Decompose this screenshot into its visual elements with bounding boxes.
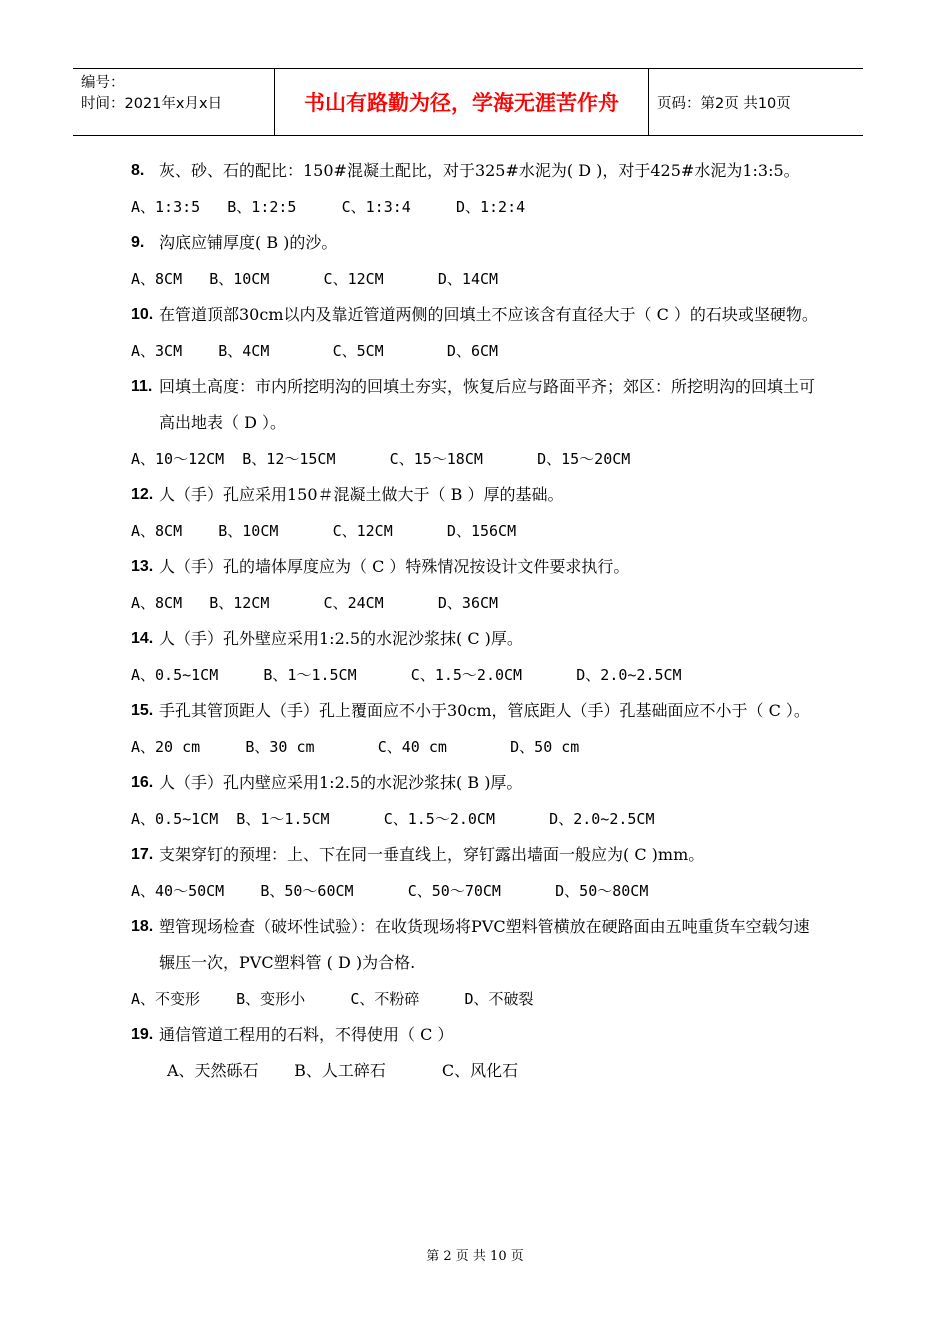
question-number: 17. (131, 846, 154, 863)
question-item (131, 693, 821, 729)
question-item (131, 909, 821, 981)
question-text: 通信管道工程用的石料，不得使用（ C ） (159, 1025, 454, 1044)
question-item (131, 297, 821, 333)
question-number: 14. (131, 630, 154, 647)
question-text: 人（手）孔应采用150＃混凝土做大于（ B ）厚的基础。 (159, 485, 564, 504)
question-number: 16. (131, 774, 154, 791)
header-page-code: 页码：第2页 共10页 (657, 95, 791, 112)
answer-options: A、不变形 B、变形小 C、不粉碎 D、不破裂 (131, 990, 534, 1008)
question-number: 9. (131, 234, 145, 251)
question-number: 11. (131, 378, 153, 395)
question-text: 在管道顶部30cm以内及靠近管道两侧的回填土不应该含有直径大于（ C ）的石块或坚硬物。 (159, 305, 818, 324)
question-item (131, 837, 821, 873)
answer-options: A、10～12CM B、12～15CM C、15～18CM D、15～20CM (131, 450, 631, 468)
question-text: 回填土高度：市内所挖明沟的回填土夯实，恢复后应与路面平齐；郊区：所挖明沟的回填土可高出地表（ D ）。 (159, 377, 816, 432)
question-item (131, 153, 821, 189)
question-text: 人（手）孔内壁应采用1:2.5的水泥沙浆抹( B )厚。 (159, 773, 523, 792)
answer-options: A、天然砾石 B、人工碎石 C、风化石 (167, 1061, 519, 1080)
page-header (73, 68, 863, 136)
question-number: 19. (131, 1026, 154, 1043)
question-item (131, 477, 821, 513)
question-text: 灰、砂、石的配比：150#混凝土配比，对于325#水泥为( D )，对于425#水泥为1:3:5。 (159, 161, 800, 180)
question-item (131, 549, 821, 585)
question-number: 12. (131, 486, 154, 503)
question-text: 手孔其管顶距人（手）孔上覆面应不小于30cm，管底距人（手）孔基础面应不小于（ C ）。 (159, 701, 810, 720)
question-number: 18. (131, 918, 154, 935)
question-item (131, 1017, 821, 1053)
question-list (131, 153, 821, 1089)
question-number: 13. (131, 558, 154, 575)
answer-options: A、8CM B、10CM C、12CM D、14CM (131, 270, 499, 288)
answer-options: A、20 cm B、30 cm C、40 cm D、50 cm (131, 738, 580, 756)
question-text: 支架穿钉的预埋：上、下在同一垂直线上，穿钉露出墙面一般应为( C )mm。 (159, 845, 705, 864)
question-number: 10. (131, 306, 154, 323)
question-text: 人（手）孔外壁应采用1:2.5的水泥沙浆抹( C )厚。 (159, 629, 523, 648)
question-item (131, 369, 821, 441)
answer-options: A、0.5~1CM B、1～1.5CM C、1.5～2.0CM D、2.0~2.5CM (131, 666, 682, 684)
header-motto: 书山有路勤为径，学海无涯苦作舟 (274, 69, 649, 135)
page-footer: 第 2 页 共 10 页 (426, 1249, 524, 1264)
question-text: 沟底应铺厚度( B )的沙。 (159, 233, 338, 252)
number-label: 编号： (81, 75, 125, 91)
question-number: 8. (131, 162, 145, 179)
time-label: 时间：2021年x月x日 (81, 96, 223, 112)
answer-options: A、8CM B、10CM C、12CM D、156CM (131, 522, 517, 540)
header-left (73, 69, 274, 135)
question-text: 人（手）孔的墙体厚度应为（ C ）特殊情况按设计文件要求执行。 (159, 557, 630, 576)
question-item (131, 765, 821, 801)
answer-options: A、8CM B、12CM C、24CM D、36CM (131, 594, 499, 612)
answer-options: A、3CM B、4CM C、5CM D、6CM (131, 342, 499, 360)
question-number: 15. (131, 702, 154, 719)
question-item (131, 225, 821, 261)
question-text: 塑管现场检查（破坏性试验）：在收货现场将PVC塑料管横放在硬路面由五吨重货车空载匀速辗压一次，PVC塑料管 ( D )为合格. (159, 917, 810, 972)
answer-options: A、1:3:5 B、1:2:5 C、1:3:4 D、1:2:4 (131, 198, 526, 216)
answer-options: A、40～50CM B、50～60CM C、50～70CM D、50～80CM (131, 882, 649, 900)
answer-options: A、0.5~1CM B、1～1.5CM C、1.5～2.0CM D、2.0~2.5CM (131, 810, 655, 828)
question-item (131, 621, 821, 657)
